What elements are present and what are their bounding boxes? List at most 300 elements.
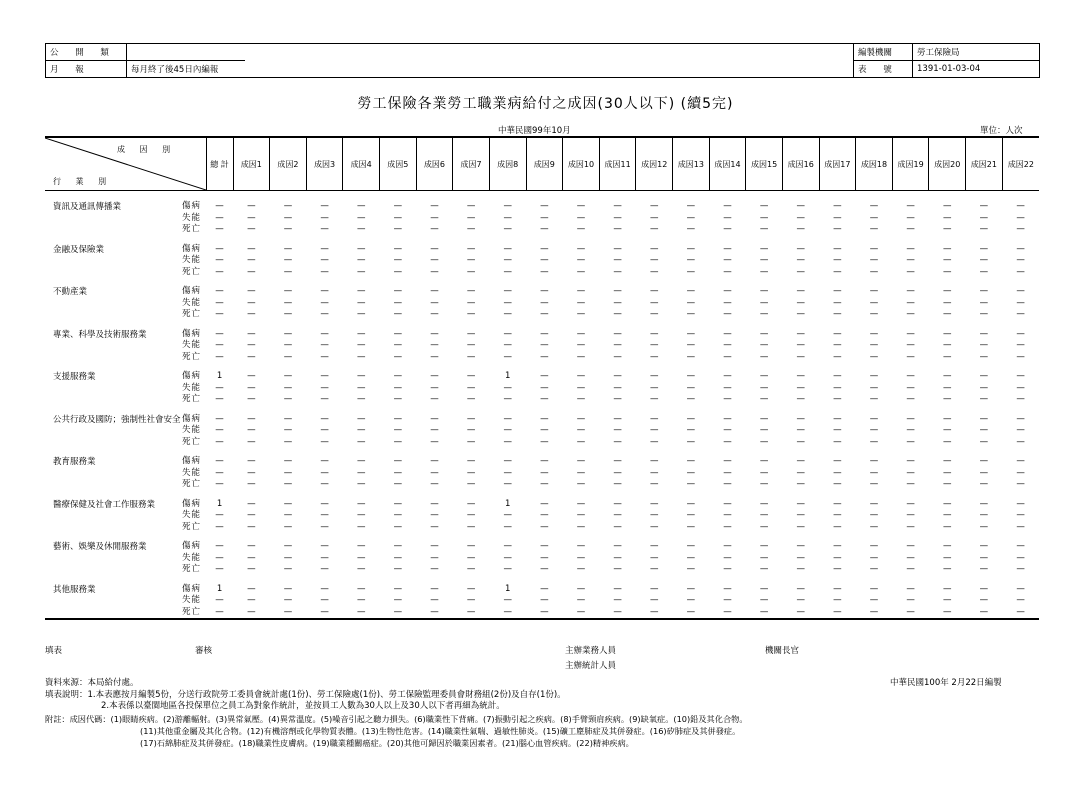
table-cell: — xyxy=(906,436,915,447)
table-cell: — xyxy=(320,212,329,223)
table-cell: — xyxy=(759,351,769,362)
codes-line-3: (17)石綿肺症及其併發症。(18)職業性皮膚病。(19)職業種關癌症。(20)其他可歸因於職業因素者。(21)腦心血管疾病。(22)精神疾病。 xyxy=(140,738,634,748)
table-cell: — xyxy=(430,413,439,424)
table-cell: — xyxy=(906,456,915,466)
table-cell: — xyxy=(503,224,512,234)
table-cell: — xyxy=(466,309,476,319)
table-cell: — xyxy=(320,309,329,319)
table-cell: — xyxy=(833,394,842,404)
table-cell: — xyxy=(430,564,439,574)
table-cell: — xyxy=(1016,212,1025,223)
table-cell: — xyxy=(430,595,439,605)
table-cell: — xyxy=(320,371,329,381)
column-header: 成因7 xyxy=(453,137,490,191)
sub-row-label: 死亡 xyxy=(182,436,202,447)
table-cell: — xyxy=(833,498,842,509)
table-cell: — xyxy=(430,224,439,234)
column-header: 成因4 xyxy=(343,137,380,191)
table-cell: — xyxy=(649,266,659,277)
table-cell: — xyxy=(723,382,732,393)
table-cell: — xyxy=(613,266,622,277)
table-row xyxy=(45,213,1039,225)
table-cell: — xyxy=(1016,510,1025,520)
table-cell: — xyxy=(540,297,549,308)
table-cell: — xyxy=(686,255,696,265)
table-cell: — xyxy=(215,436,224,447)
table-cell: — xyxy=(1016,382,1025,393)
table-cell: 1 xyxy=(505,583,511,594)
table-cell: — xyxy=(723,467,732,478)
column-header: 成因5 xyxy=(380,137,417,191)
table-cell: — xyxy=(833,521,842,532)
table-cell: — xyxy=(942,467,952,478)
table-cell: — xyxy=(613,340,622,350)
table-cell: — xyxy=(283,467,293,478)
sub-row-label: 傷病 xyxy=(182,413,202,424)
table-cell: — xyxy=(356,595,366,605)
table-cell: — xyxy=(540,541,549,551)
column-header: 成因13 xyxy=(673,137,710,191)
table-cell: — xyxy=(796,224,805,234)
table-cell: — xyxy=(283,595,293,605)
table-cell: — xyxy=(942,351,952,362)
table-cell: — xyxy=(796,243,805,254)
table-cell: — xyxy=(503,382,512,393)
table-cell: — xyxy=(466,286,476,296)
table-cell: — xyxy=(906,382,915,393)
table-cell: — xyxy=(247,394,256,404)
table-cell: — xyxy=(796,309,805,319)
table-cell: — xyxy=(466,413,476,424)
table-cell: — xyxy=(283,201,293,211)
table-cell: — xyxy=(906,552,915,563)
table-cell: — xyxy=(466,351,476,362)
table-cell: — xyxy=(283,521,293,532)
table-cell: — xyxy=(1016,467,1025,478)
table-cell: — xyxy=(1016,456,1025,466)
table-cell: — xyxy=(283,436,293,447)
table-cell: — xyxy=(283,564,293,574)
column-header: 成因21 xyxy=(966,137,1003,191)
table-cell: — xyxy=(723,286,732,296)
table-cell: — xyxy=(503,266,512,277)
table-cell: — xyxy=(723,479,732,489)
agency-value: 勞工保險局 xyxy=(913,44,1040,61)
industry-label: 醫療保健及社會工作服務業 xyxy=(53,499,156,510)
table-cell: — xyxy=(979,552,989,563)
table-cell: — xyxy=(540,266,549,277)
table-cell: — xyxy=(320,583,329,594)
table-cell: — xyxy=(649,456,659,466)
table-cell: — xyxy=(686,243,696,254)
table-cell: — xyxy=(466,340,476,350)
table-cell: — xyxy=(393,243,403,254)
table-cell: — xyxy=(356,394,366,404)
table-cell: — xyxy=(1016,309,1025,319)
table-cell: — xyxy=(942,328,952,339)
table-cell: — xyxy=(576,606,586,617)
sub-row-label: 死亡 xyxy=(182,266,202,277)
table-row xyxy=(45,278,1039,298)
table-cell: — xyxy=(979,510,989,520)
table-cell: — xyxy=(723,583,732,594)
table-cell: — xyxy=(576,436,586,447)
table-cell: — xyxy=(540,606,549,617)
table-cell: — xyxy=(649,498,659,509)
sub-row-label: 傷病 xyxy=(182,371,202,381)
table-cell: — xyxy=(833,382,842,393)
table-cell: — xyxy=(503,425,512,435)
table-cell: — xyxy=(942,224,952,234)
table-cell: — xyxy=(283,541,293,551)
table-cell: — xyxy=(215,456,224,466)
table-cell: — xyxy=(393,371,403,381)
table-cell: — xyxy=(833,564,842,574)
table-cell: — xyxy=(613,510,622,520)
table-cell: — xyxy=(833,436,842,447)
table-cell: — xyxy=(796,297,805,308)
table-cell: — xyxy=(466,371,476,381)
table-cell: — xyxy=(942,286,952,296)
table-cell: — xyxy=(215,309,224,319)
table-cell: — xyxy=(356,309,366,319)
table-cell: — xyxy=(247,595,256,605)
table-row xyxy=(45,340,1039,352)
table-cell: — xyxy=(723,371,732,381)
table-cell: — xyxy=(540,456,549,466)
table-cell: — xyxy=(466,266,476,277)
table-cell: — xyxy=(247,297,256,308)
table-cell: — xyxy=(283,224,293,234)
table-cell: — xyxy=(430,552,439,563)
table-row xyxy=(45,191,1039,213)
table-cell: — xyxy=(356,564,366,574)
table-cell: — xyxy=(796,212,805,223)
table-cell: — xyxy=(430,541,439,551)
table-cell: — xyxy=(649,243,659,254)
table-cell: — xyxy=(833,212,842,223)
column-header: 成因15 xyxy=(746,137,783,191)
table-cell: — xyxy=(833,266,842,277)
industry-label: 藝術、娛樂及休閒服務業 xyxy=(53,542,147,552)
table-cell: — xyxy=(649,309,659,319)
table-cell: — xyxy=(247,521,256,532)
industry-label: 教育服務業 xyxy=(53,457,96,467)
table-cell: — xyxy=(283,382,293,393)
table-cell: — xyxy=(723,243,732,254)
report-schedule: 每月終了後45日內編報 xyxy=(127,61,246,78)
table-cell: 1 xyxy=(505,371,511,381)
sub-row-label: 傷病 xyxy=(182,328,202,339)
table-cell: — xyxy=(869,297,879,308)
table-cell: — xyxy=(320,552,329,563)
table-cell: — xyxy=(759,552,769,563)
table-row xyxy=(45,595,1039,607)
table-cell: — xyxy=(576,243,586,254)
sub-row-label: 失能 xyxy=(182,297,202,308)
table-cell: — xyxy=(613,297,622,308)
table-cell: — xyxy=(540,510,549,520)
table-cell: — xyxy=(613,564,622,574)
table-cell: — xyxy=(430,479,439,489)
table-cell: — xyxy=(686,286,696,296)
table-cell: — xyxy=(393,552,403,563)
table-cell: — xyxy=(393,479,403,489)
table-cell: — xyxy=(430,467,439,478)
table-cell: — xyxy=(649,521,659,532)
table-cell: — xyxy=(283,479,293,489)
table-cell: — xyxy=(942,201,952,211)
table-cell: — xyxy=(796,201,805,211)
column-header: 成因1 xyxy=(233,137,270,191)
table-cell: — xyxy=(796,351,805,362)
table-cell: — xyxy=(356,266,366,277)
table-cell: — xyxy=(540,552,549,563)
table-cell: — xyxy=(283,498,293,509)
table-cell: — xyxy=(466,243,476,254)
table-cell: — xyxy=(503,541,512,551)
table-cell: — xyxy=(215,394,224,404)
table-cell: — xyxy=(1016,243,1025,254)
table-cell: — xyxy=(356,340,366,350)
table-cell: — xyxy=(723,521,732,532)
table-cell: — xyxy=(540,371,549,381)
table-cell: — xyxy=(320,436,329,447)
table-cell: — xyxy=(247,467,256,478)
sub-row-label: 死亡 xyxy=(182,224,202,234)
table-cell: — xyxy=(576,479,586,489)
table-cell: — xyxy=(942,583,952,594)
table-cell: — xyxy=(576,583,586,594)
table-cell: — xyxy=(759,224,769,234)
table-cell: — xyxy=(906,510,915,520)
column-header: 成因6 xyxy=(416,137,453,191)
table-cell: — xyxy=(430,351,439,362)
table-cell: — xyxy=(320,255,329,265)
table-cell: — xyxy=(833,541,842,551)
table-cell: — xyxy=(723,394,732,404)
table-cell: — xyxy=(247,479,256,489)
table-cell: — xyxy=(759,436,769,447)
table-cell: — xyxy=(759,606,769,617)
table-cell: — xyxy=(833,309,842,319)
table-cell: — xyxy=(215,541,224,551)
table-cell: — xyxy=(649,382,659,393)
table-cell: — xyxy=(247,212,256,223)
table-cell: — xyxy=(649,541,659,551)
table-cell: — xyxy=(723,436,732,447)
table-row xyxy=(45,352,1039,364)
table-cell: — xyxy=(759,328,769,339)
table-cell: — xyxy=(796,371,805,381)
table-cell: — xyxy=(686,564,696,574)
sub-row-label: 失能 xyxy=(182,552,202,563)
table-cell: — xyxy=(979,394,989,404)
table-cell: — xyxy=(833,413,842,424)
table-cell: — xyxy=(540,436,549,447)
table-cell: — xyxy=(576,425,586,435)
table-cell: — xyxy=(393,456,403,466)
table-cell: — xyxy=(686,394,696,404)
table-cell: — xyxy=(393,394,403,404)
sub-row-label: 死亡 xyxy=(182,309,202,319)
table-cell: — xyxy=(247,243,256,254)
header-right-box xyxy=(853,43,1040,78)
table-cell: — xyxy=(430,340,439,350)
sub-row-label: 傷病 xyxy=(182,243,202,254)
table-cell: — xyxy=(1016,436,1025,447)
table-cell: — xyxy=(576,394,586,404)
report-period: 中華民國99年10月 xyxy=(498,126,571,136)
table-cell: — xyxy=(320,456,329,466)
table-cell: — xyxy=(576,521,586,532)
table-cell: — xyxy=(466,510,476,520)
table-cell: — xyxy=(320,595,329,605)
table-cell: — xyxy=(869,201,879,211)
table-cell: — xyxy=(979,425,989,435)
table-cell: — xyxy=(613,382,622,393)
reviewer-signature: 審核 xyxy=(195,646,213,656)
table-cell: — xyxy=(466,425,476,435)
column-header: 總 計 xyxy=(206,137,233,191)
table-cell: — xyxy=(576,564,586,574)
table-cell: — xyxy=(649,224,659,234)
table-cell: — xyxy=(503,456,512,466)
table-cell: — xyxy=(356,286,366,296)
table-cell: — xyxy=(320,394,329,404)
table-cell: — xyxy=(320,521,329,532)
table-cell: — xyxy=(430,436,439,447)
table-cell: — xyxy=(215,425,224,435)
table-cell: — xyxy=(906,255,915,265)
table-cell: — xyxy=(393,201,403,211)
table-cell: — xyxy=(906,212,915,223)
table-cell: — xyxy=(320,510,329,520)
table-cell: — xyxy=(576,201,586,211)
table-cell: — xyxy=(430,583,439,594)
table-cell: — xyxy=(1016,413,1025,424)
table-cell: — xyxy=(393,521,403,532)
table-row xyxy=(45,448,1039,468)
table-cell: — xyxy=(247,382,256,393)
table-cell: — xyxy=(942,564,952,574)
table-cell: — xyxy=(869,456,879,466)
codes-line-2: (11)其他重金屬及其化合物。(12)有機溶劑或化學物質表體。(13)生物性危害。(14)職業性氣喘、過敏性肺炎。(15)礦工塵肺症及其併發症。(16)矽肺症及其併發症。 xyxy=(140,726,741,736)
table-cell: — xyxy=(942,456,952,466)
column-header: 成因16 xyxy=(782,137,819,191)
table-cell: — xyxy=(686,212,696,223)
table-row xyxy=(45,533,1039,553)
table-cell: — xyxy=(1016,201,1025,211)
table-cell: — xyxy=(942,212,952,223)
table-cell: — xyxy=(833,510,842,520)
column-header: 成因14 xyxy=(709,137,746,191)
table-cell: — xyxy=(466,467,476,478)
sub-row-label: 傷病 xyxy=(182,201,202,211)
sub-row-label: 失能 xyxy=(182,255,202,265)
table-cell: — xyxy=(430,243,439,254)
table-cell: — xyxy=(796,382,805,393)
column-header: 成因9 xyxy=(526,137,563,191)
table-cell: — xyxy=(466,394,476,404)
table-cell: — xyxy=(613,243,622,254)
table-cell: — xyxy=(215,201,224,211)
table-cell: — xyxy=(320,328,329,339)
table-row xyxy=(45,576,1039,596)
table-cell: — xyxy=(393,425,403,435)
table-cell: — xyxy=(503,521,512,532)
table-cell: — xyxy=(942,297,952,308)
table-cell: — xyxy=(833,328,842,339)
table-cell: — xyxy=(215,297,224,308)
table-cell: — xyxy=(356,212,366,223)
table-cell: — xyxy=(283,456,293,466)
table-cell: — xyxy=(686,309,696,319)
table-cell: — xyxy=(283,212,293,223)
table-cell: — xyxy=(796,564,805,574)
table-row xyxy=(45,309,1039,321)
column-header: 成因18 xyxy=(856,137,893,191)
table-cell: — xyxy=(215,564,224,574)
table-cell: — xyxy=(576,297,586,308)
table-cell: — xyxy=(1016,541,1025,551)
table-cell: — xyxy=(869,351,879,362)
table-cell: — xyxy=(247,564,256,574)
table-cell: — xyxy=(723,456,732,466)
table-cell: — xyxy=(833,606,842,617)
table-cell: — xyxy=(540,595,549,605)
table-cell: — xyxy=(759,564,769,574)
table-cell: — xyxy=(430,371,439,381)
table-cell: — xyxy=(979,595,989,605)
table-cell: — xyxy=(686,521,696,532)
table-cell: — xyxy=(320,340,329,350)
table-cell: — xyxy=(833,583,842,594)
table-cell: — xyxy=(942,479,952,489)
table-cell: — xyxy=(356,541,366,551)
table-cell: — xyxy=(540,583,549,594)
industry-label: 其他服務業 xyxy=(53,584,96,595)
table-cell: — xyxy=(540,479,549,489)
table-cell: — xyxy=(393,583,403,594)
table-cell: — xyxy=(576,351,586,362)
table-cell: — xyxy=(613,328,622,339)
table-cell: — xyxy=(723,266,732,277)
table-cell: — xyxy=(942,436,952,447)
sub-row-label: 傷病 xyxy=(182,583,202,594)
table-cell: — xyxy=(723,595,732,605)
table-cell: — xyxy=(759,382,769,393)
table-cell: — xyxy=(540,564,549,574)
column-header: 成因8 xyxy=(489,137,526,191)
table-cell: — xyxy=(723,309,732,319)
table-cell: — xyxy=(759,510,769,520)
table-cell: — xyxy=(1016,425,1025,435)
table-cell: — xyxy=(247,510,256,520)
sub-row-label: 死亡 xyxy=(182,351,202,362)
table-cell: — xyxy=(759,425,769,435)
table-cell: — xyxy=(613,583,622,594)
table-cell: — xyxy=(320,224,329,234)
table-cell: — xyxy=(283,394,293,404)
industry-label: 支援服務業 xyxy=(53,372,96,382)
table-cell: — xyxy=(723,564,732,574)
table-cell: — xyxy=(796,467,805,478)
table-cell: — xyxy=(649,595,659,605)
table-cell: — xyxy=(613,552,622,563)
table-cell: — xyxy=(503,243,512,254)
table-cell: — xyxy=(356,606,366,617)
